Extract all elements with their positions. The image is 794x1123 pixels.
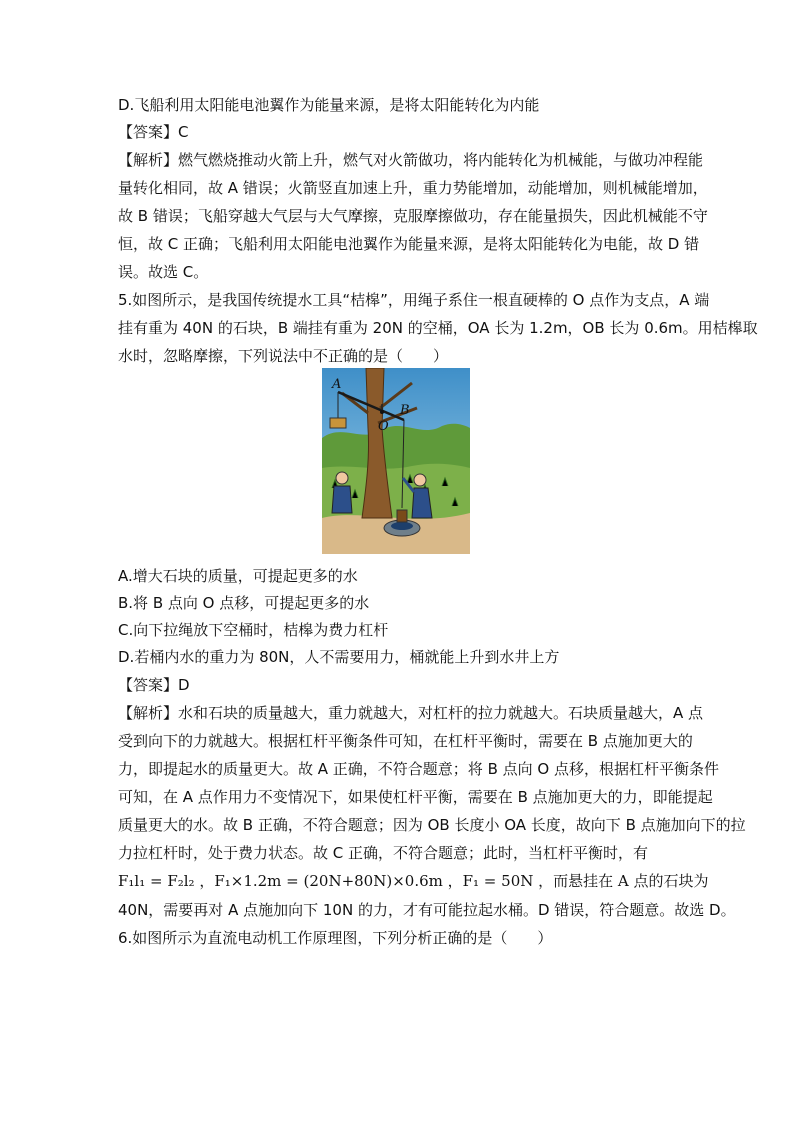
q5-analysis-line: 受到向下的力就越大。根据杠杆平衡条件可知，在杠杆平衡时，需要在 B 点施加更大的 <box>118 732 693 750</box>
q5-stem-line: 5.如图所示，是我国传统提水工具“桔槔”，用绳子系住一根直硬棒的 O 点作为支点，A 端 <box>118 291 710 309</box>
q5-analysis-end: 40N，需要再对 A 点施加向下 10N 的力，才有可能拉起水桶。D 错误，符合题意。故选 D。 <box>118 901 736 919</box>
label-a: A <box>332 377 342 392</box>
label-o: O <box>378 419 389 434</box>
q4-analysis-line: 故 B 错误；飞船穿越大气层与大气摩擦，克服摩擦做功，存在能量损失，因此机械能不守 <box>118 207 708 225</box>
q5-formula-line: F₁l₁ = F₂l₂ ，F₁×1.2m = (20N+80N)×0.6m ，F₁ = 50N ，而悬挂在 A 点的石块为 <box>118 872 709 890</box>
label-b: B <box>400 403 410 418</box>
q5-analysis-line: 力拉杠杆时，处于费力状态。故 C 正确，不符合题意；此时，当杠杆平衡时，有 <box>118 844 649 862</box>
q5-analysis-line: 【解析】水和石块的质量越大，重力就越大，对杠杆的拉力就越大。石块质量越大，A 点 <box>118 704 704 722</box>
q5-option: C.向下拉绳放下空桶时，桔槔为费力杠杆 <box>118 621 389 639</box>
q5-stem-line: 挂有重为 40N 的石块，B 端挂有重为 20N 的空桶，OA 长为 1.2m，OB 长为 0.6m。用桔槔取 <box>118 319 758 337</box>
q4-analysis-line: 【解析】燃气燃烧推动火箭上升，燃气对火箭做功，将内能转化为机械能，与做功冲程能 <box>118 151 704 169</box>
q4-analysis-line: 量转化相同，故 A 错误；火箭竖直加速上升，重力势能增加，动能增加，则机械能增加， <box>118 179 708 197</box>
q5-option: D.若桶内水的重力为 80N，人不需要用力，桶就能上升到水井上方 <box>118 648 560 666</box>
q4-analysis-line: 恒，故 C 正确；飞船利用太阳能电池翼作为能量来源，是将太阳能转化为电能，故 D 错 <box>118 235 700 253</box>
q5-analysis-line: 可知，在 A 点作用力不变情况下，如果使杠杆平衡，需要在 B 点施加更大的力，即能提起 <box>118 788 713 806</box>
q5-answer: 【答案】D <box>118 676 190 694</box>
q5-option: A.增大石块的质量，可提起更多的水 <box>118 567 358 585</box>
q5-stem-line: 水时，忽略摩擦，下列说法中不正确的是（ ） <box>118 347 449 365</box>
q6-stem: 6.如图所示为直流电动机工作原理图，下列分析正确的是（ ） <box>118 929 553 947</box>
q4-option-d: D.飞船利用太阳能电池翼作为能量来源，是将太阳能转化为内能 <box>118 96 540 114</box>
q5-analysis-line: 力，即提起水的质量更大。故 A 正确，不符合题意；将 B 点向 O 点移，根据杠杆平衡条件 <box>118 760 719 778</box>
q4-analysis-line: 误。故选 C。 <box>118 263 209 281</box>
q4-answer: 【答案】C <box>118 123 189 141</box>
q5-analysis-line: 质量更大的水。故 B 正确，不符合题意；因为 OB 长度小 OA 长度，故向下 B 点施加向下的拉 <box>118 816 746 834</box>
shaduf-figure <box>322 368 470 554</box>
q5-option: B.将 B 点向 O 点移，可提起更多的水 <box>118 594 370 612</box>
